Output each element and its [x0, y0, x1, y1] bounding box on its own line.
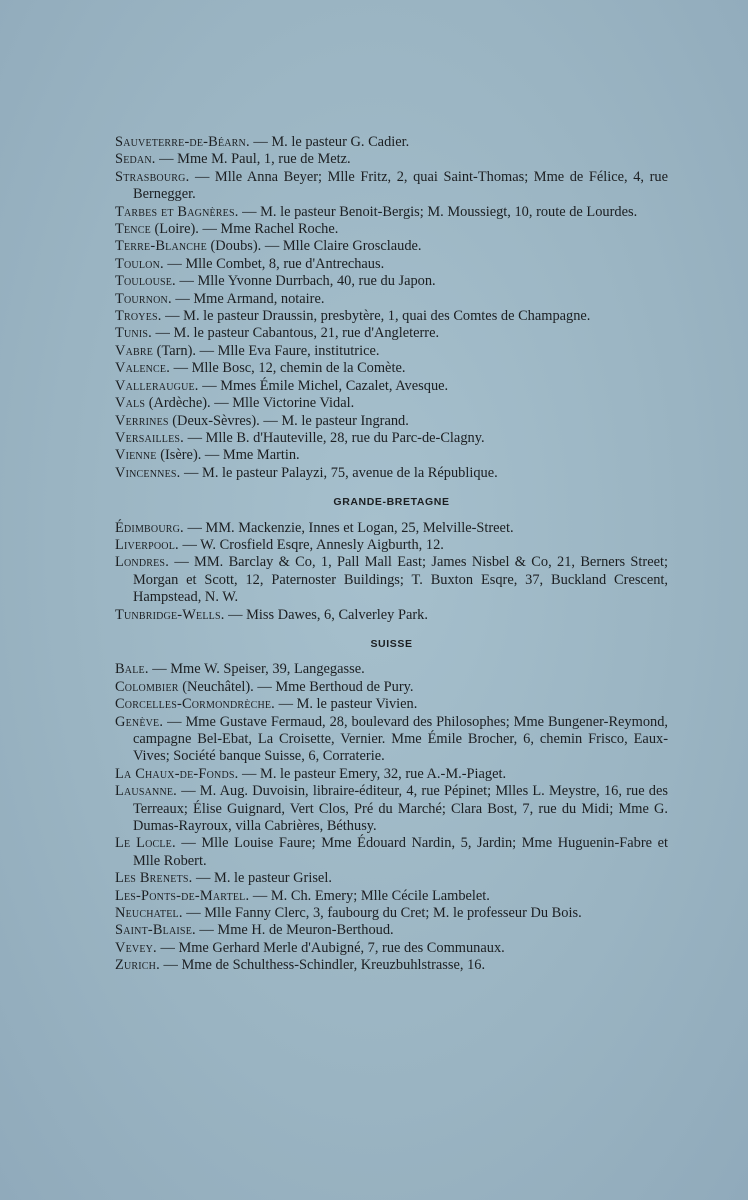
entry-details: — M. le pasteur Palayzi, 75, avenue de la République. — [180, 464, 498, 481]
address-entry — [115, 607, 668, 624]
entry-details: — Mme Gustave Fermaud, 28, boulevard des Philosophes; Mme Bungener-Reymond, campagne Bel-Ebat, La Croisette, Vernier. Mme Émile Brocher, 6, chemin Frisco, Eaux-Vives; Société banque Suisse, 6, Corraterie. — [133, 713, 668, 765]
entry-place-name: Valence. — [115, 360, 171, 377]
entry-place-name: Saint-Blaise. — [115, 922, 196, 939]
entry-place-name: Sauveterre-de-Béarn. — [115, 134, 250, 150]
entry-place-name: La Chaux-de-Fonds. — [115, 765, 239, 782]
entry-place-name: Édimbourg. — [115, 519, 184, 536]
entry-details: (Loire). — Mme Rachel Roche. — [150, 221, 339, 238]
entry-details: — Mmes Émile Michel, Cazalet, Avesque. — [198, 377, 449, 394]
entry-details: — MM. Mackenzie, Innes et Logan, 25, Melville-Street. — [183, 519, 514, 536]
entry-place-name: Le Locle. — [115, 835, 176, 852]
entry-place-name: Toulon. — [115, 255, 164, 272]
address-entry — [115, 204, 668, 221]
entry-details: — Mme W. Speiser, 39, Langegasse. — [148, 661, 365, 678]
entry-details: — W. Crosfield Esqre, Annesly Aigburth, 12. — [178, 536, 444, 553]
address-entry — [115, 766, 668, 783]
entry-details: (Tarn). — Mlle Eva Faure, institutrice. — [153, 342, 380, 359]
entry-place-name: Londres. — [115, 554, 169, 571]
entry-details: — MM. Barclay & Co, 1, Pall Mall East; James Nisbel & Co, 21, Berners Street; Morgan et Scott, 12, Paternoster Buildings; T. Buxton Esqre, 37, Buckland Crescent, Hampstead, N. W. — [133, 554, 668, 606]
entry-place-name: Vabre — [115, 342, 154, 359]
entry-details: — M. le pasteur Vivien. — [274, 696, 418, 713]
section-title-switzerland: SUISSE — [370, 637, 413, 650]
entry-place-name: Tunis. — [115, 325, 152, 342]
france-entries — [115, 134, 668, 482]
entry-place-name: Vevey. — [115, 939, 157, 956]
entry-place-name: Terre-Blanche — [115, 238, 207, 255]
entry-details: — M. le pasteur G. Cadier. — [249, 134, 410, 150]
address-entry — [115, 134, 668, 151]
entry-place-name: Lausanne. — [115, 783, 177, 800]
address-entry — [115, 957, 668, 974]
entry-details: — M. le pasteur Draussin, presbytère, 1, quai des Comtes de Champagne. — [161, 308, 591, 325]
address-entry — [115, 714, 668, 766]
section-title-great-britain: GRANDE-BRETAGNE — [333, 496, 450, 509]
entry-place-name: Neuchatel. — [115, 905, 183, 922]
address-entry — [115, 413, 668, 430]
address-entry — [115, 291, 668, 308]
address-entry — [115, 256, 668, 273]
entry-place-name: Tournon. — [115, 290, 172, 307]
address-entry — [115, 870, 668, 887]
entry-place-name: Toulouse. — [115, 273, 176, 290]
address-entry — [115, 783, 668, 835]
entry-details: — M. Aug. Duvoisin, libraire-éditeur, 4, rue Pépinet; Mlles L. Meystre, 16, rue des Terreaux; Élise Guignard, Vert Clos, Pré du Marché; Clara Bost, 7, rue du Midi; Mme G. Dumas-Rayroux, villa Cabrières, Béthusy. — [133, 783, 668, 835]
entry-details: — Mme M. Paul, 1, rue de Metz. — [155, 151, 351, 168]
entry-place-name: Strasbourg. — [115, 168, 190, 185]
entry-details: — Mlle Combet, 8, rue d'Antrechaus. — [163, 255, 385, 272]
entry-place-name: Versailles. — [115, 429, 184, 446]
entry-place-name: Vals — [115, 395, 146, 412]
address-entry — [115, 308, 668, 325]
entry-place-name: Sedan. — [115, 151, 156, 168]
address-entry — [115, 696, 668, 713]
entry-place-name: Bale. — [115, 661, 149, 678]
entry-details: — M. Ch. Emery; Mlle Cécile Lambelet. — [249, 887, 490, 904]
entry-details: (Doubs). — Mlle Claire Grosclaude. — [206, 238, 422, 255]
entry-details: (Ardèche). — Mlle Victorine Vidal. — [145, 395, 355, 412]
address-entry — [115, 343, 668, 360]
entry-place-name: Les Brenets. — [115, 870, 193, 887]
address-entry — [115, 325, 668, 342]
address-entry — [115, 922, 668, 939]
entry-place-name: Troyes. — [115, 308, 162, 325]
address-entry — [115, 679, 668, 696]
address-entry — [115, 221, 668, 238]
entry-place-name: Tence — [115, 221, 151, 238]
entry-details: — Mlle Fanny Clerc, 3, faubourg du Cret; M. le professeur Du Bois. — [182, 905, 582, 922]
entry-place-name: Zurich. — [115, 957, 160, 974]
entry-details: (Isère). — Mme Martin. — [156, 447, 300, 464]
entry-details: — Mme Gerhard Merle d'Aubigné, 7, rue des Communaux. — [156, 939, 505, 956]
entry-details: — Mlle Yvonne Durrbach, 40, rue du Japon. — [175, 273, 436, 290]
address-entry — [115, 888, 668, 905]
entry-place-name: Tarbes et Bagnères. — [115, 203, 239, 220]
entry-place-name: Liverpool. — [115, 536, 179, 553]
entry-details: — Mlle Louise Faure; Mme Édouard Nardin, 5, Jardin; Mme Huguenin-Fabre et Mlle Robert. — [133, 835, 668, 869]
entry-details: — M. le pasteur Grisel. — [192, 870, 332, 887]
entry-place-name: Tunbridge-Wells. — [115, 606, 225, 623]
entry-place-name: Vincennes. — [115, 464, 181, 481]
entry-details: — M. le pasteur Benoit-Bergis; M. Moussiegt, 10, route de Lourdes. — [238, 203, 638, 220]
great-britain-entries — [115, 520, 668, 624]
entry-details: — M. le pasteur Emery, 32, rue A.-M.-Piaget. — [238, 765, 507, 782]
address-entry — [115, 940, 668, 957]
address-entry — [115, 835, 668, 870]
entry-place-name: Vienne — [115, 447, 157, 464]
address-entry — [115, 661, 668, 678]
entry-details: — Mlle Anna Beyer; Mlle Fritz, 2, quai Saint-Thomas; Mme de Félice, 4, rue Bernegger. — [133, 168, 668, 203]
address-entry — [115, 273, 668, 290]
address-entry — [115, 395, 668, 412]
address-entry — [115, 554, 668, 606]
address-entry — [115, 430, 668, 447]
address-entry — [115, 238, 668, 255]
entry-place-name: Valleraugue. — [115, 377, 199, 394]
entry-details: (Neuchâtel). — Mme Berthoud de Pury. — [178, 678, 414, 695]
entry-details: — Mlle Bosc, 12, chemin de la Comète. — [170, 360, 406, 377]
address-entry — [115, 169, 668, 204]
switzerland-entries — [115, 661, 668, 974]
entry-details: — Mme Armand, notaire. — [171, 290, 325, 307]
entry-place-name: Les-Ponts-de-Martel. — [115, 887, 250, 904]
entry-details: — Miss Dawes, 6, Calverley Park. — [224, 606, 428, 623]
entry-place-name: Corcelles-Cormondrèche. — [115, 696, 275, 713]
address-entry — [115, 378, 668, 395]
address-entry — [115, 905, 668, 922]
entry-details: — Mme H. de Meuron-Berthoud. — [195, 922, 394, 939]
entry-details: (Deux-Sèvres). — M. le pasteur Ingrand. — [168, 412, 409, 429]
entry-place-name: Verrines — [115, 412, 169, 429]
address-entry — [115, 360, 668, 377]
entry-place-name: Genève. — [115, 713, 164, 730]
entry-details: — M. le pasteur Cabantous, 21, rue d'Angleterre. — [151, 325, 440, 342]
address-entry — [115, 520, 668, 537]
entry-place-name: Colombier — [115, 678, 179, 695]
entry-details: — Mme de Schulthess-Schindler, Kreuzbuhlstrasse, 16. — [159, 957, 486, 974]
address-entry — [115, 151, 668, 168]
address-entry — [115, 465, 668, 482]
address-entry — [115, 537, 668, 554]
address-entry — [115, 447, 668, 464]
entry-details: — Mlle B. d'Hauteville, 28, rue du Parc-de-Clagny. — [183, 429, 485, 446]
